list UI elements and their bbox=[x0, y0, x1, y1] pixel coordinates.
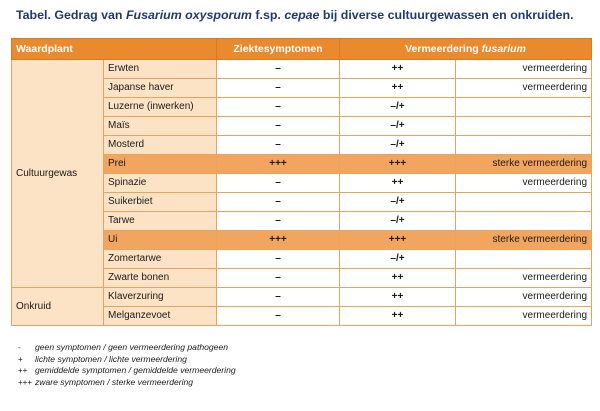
effect-cell: sterke vermeerdering bbox=[456, 231, 592, 250]
symptoms-cell: – bbox=[217, 288, 340, 307]
plant-name: Maïs bbox=[104, 117, 217, 136]
plant-name: Zwarte bonen bbox=[104, 269, 217, 288]
header-vermeerdering bbox=[340, 39, 592, 60]
table-header-row bbox=[12, 39, 592, 60]
plant-name: Japanse haver bbox=[104, 79, 217, 98]
multiplication-cell: ++ bbox=[340, 307, 456, 326]
group-label: Cultuurgewas bbox=[12, 60, 104, 288]
effect-cell bbox=[456, 212, 592, 231]
symptoms-cell: – bbox=[217, 60, 340, 79]
legend-text: lichte symptomen / lichte vermeerdering bbox=[35, 353, 187, 364]
table-row bbox=[12, 60, 592, 79]
multiplication-cell: ++ bbox=[340, 79, 456, 98]
plant-name: Erwten bbox=[104, 60, 217, 79]
symptoms-cell: – bbox=[217, 117, 340, 136]
effect-cell bbox=[456, 136, 592, 155]
legend-item bbox=[18, 377, 236, 389]
table-row bbox=[12, 288, 592, 307]
effect-cell: vermeerdering bbox=[456, 269, 592, 288]
multiplication-cell: –/+ bbox=[340, 98, 456, 117]
plant-name: Tarwe bbox=[104, 212, 217, 231]
multiplication-cell: ++ bbox=[340, 174, 456, 193]
title-middle: f.sp. bbox=[251, 8, 285, 22]
multiplication-cell: ++ bbox=[340, 269, 456, 288]
plant-name: Suikerbiet bbox=[104, 193, 217, 212]
effect-cell bbox=[456, 193, 592, 212]
symptoms-cell: – bbox=[217, 307, 340, 326]
symptoms-cell: – bbox=[217, 269, 340, 288]
legend-text: zware symptomen / sterke vermeerdering bbox=[35, 376, 194, 387]
symptoms-cell: – bbox=[217, 79, 340, 98]
title-suffix: bij diverse cultuurgewassen en onkruiden. bbox=[319, 8, 574, 22]
symptoms-cell: – bbox=[217, 212, 340, 231]
plant-name: Spinazie bbox=[104, 174, 217, 193]
legend-key: ++ bbox=[18, 366, 28, 375]
table-body bbox=[12, 60, 592, 326]
header-vermeerdering-label: Vermeerdering bbox=[405, 43, 482, 55]
multiplication-cell: +++ bbox=[340, 155, 456, 174]
multiplication-cell: ++ bbox=[340, 60, 456, 79]
table-title bbox=[16, 8, 591, 22]
symptoms-cell: – bbox=[217, 193, 340, 212]
legend-item bbox=[18, 342, 236, 354]
symptoms-cell: – bbox=[217, 174, 340, 193]
plant-name: Ui bbox=[104, 231, 217, 250]
multiplication-cell: –/+ bbox=[340, 117, 456, 136]
effect-cell: vermeerdering bbox=[456, 174, 592, 193]
effect-cell bbox=[456, 250, 592, 269]
effect-cell: sterke vermeerdering bbox=[456, 155, 592, 174]
legend-item bbox=[18, 354, 236, 366]
plant-name: Zomertarwe bbox=[104, 250, 217, 269]
symptoms-cell: +++ bbox=[217, 231, 340, 250]
symptoms-cell: – bbox=[217, 250, 340, 269]
title-species: Fusarium oxysporum bbox=[125, 8, 252, 22]
header-waardplant: Waardplant bbox=[12, 39, 217, 60]
header-ziektesymptomen: Ziektesymptomen bbox=[217, 39, 340, 60]
plant-name: Mosterd bbox=[104, 136, 217, 155]
effect-cell: vermeerdering bbox=[456, 288, 592, 307]
legend-key: +++ bbox=[18, 377, 33, 387]
multiplication-cell: –/+ bbox=[340, 193, 456, 212]
legend-item bbox=[18, 365, 236, 377]
effect-cell bbox=[456, 117, 592, 136]
effect-cell: vermeerdering bbox=[456, 60, 592, 79]
group-label: Onkruid bbox=[12, 288, 104, 326]
plant-name: Luzerne (inwerken) bbox=[104, 98, 217, 117]
multiplication-cell: –/+ bbox=[340, 250, 456, 269]
title-prefix: Tabel. Gedrag van bbox=[16, 8, 126, 22]
legend-text: gemiddelde symptomen / gemiddelde vermeerdering bbox=[35, 365, 236, 375]
legend-text: geen symptomen / geen vermeerdering pathogeen bbox=[35, 342, 229, 352]
symptoms-cell: +++ bbox=[217, 155, 340, 174]
effect-cell: vermeerdering bbox=[456, 79, 592, 98]
legend bbox=[18, 342, 236, 388]
symptoms-cell: – bbox=[217, 136, 340, 155]
title-forma: cepae bbox=[284, 8, 320, 22]
legend-key: - bbox=[18, 343, 21, 352]
multiplication-cell: –/+ bbox=[340, 136, 456, 155]
multiplication-cell: –/+ bbox=[340, 212, 456, 231]
legend-key: + bbox=[18, 354, 23, 364]
plant-name: Prei bbox=[104, 155, 217, 174]
effect-cell: vermeerdering bbox=[456, 307, 592, 326]
multiplication-cell: +++ bbox=[340, 231, 456, 250]
plant-name: Klaverzuring bbox=[104, 288, 217, 307]
header-vermeerdering-fusarium: fusarium bbox=[481, 43, 526, 55]
symptoms-cell: – bbox=[217, 98, 340, 117]
host-plant-table bbox=[11, 38, 592, 326]
multiplication-cell: ++ bbox=[340, 288, 456, 307]
plant-name: Melganzevoet bbox=[104, 307, 217, 326]
effect-cell bbox=[456, 98, 592, 117]
